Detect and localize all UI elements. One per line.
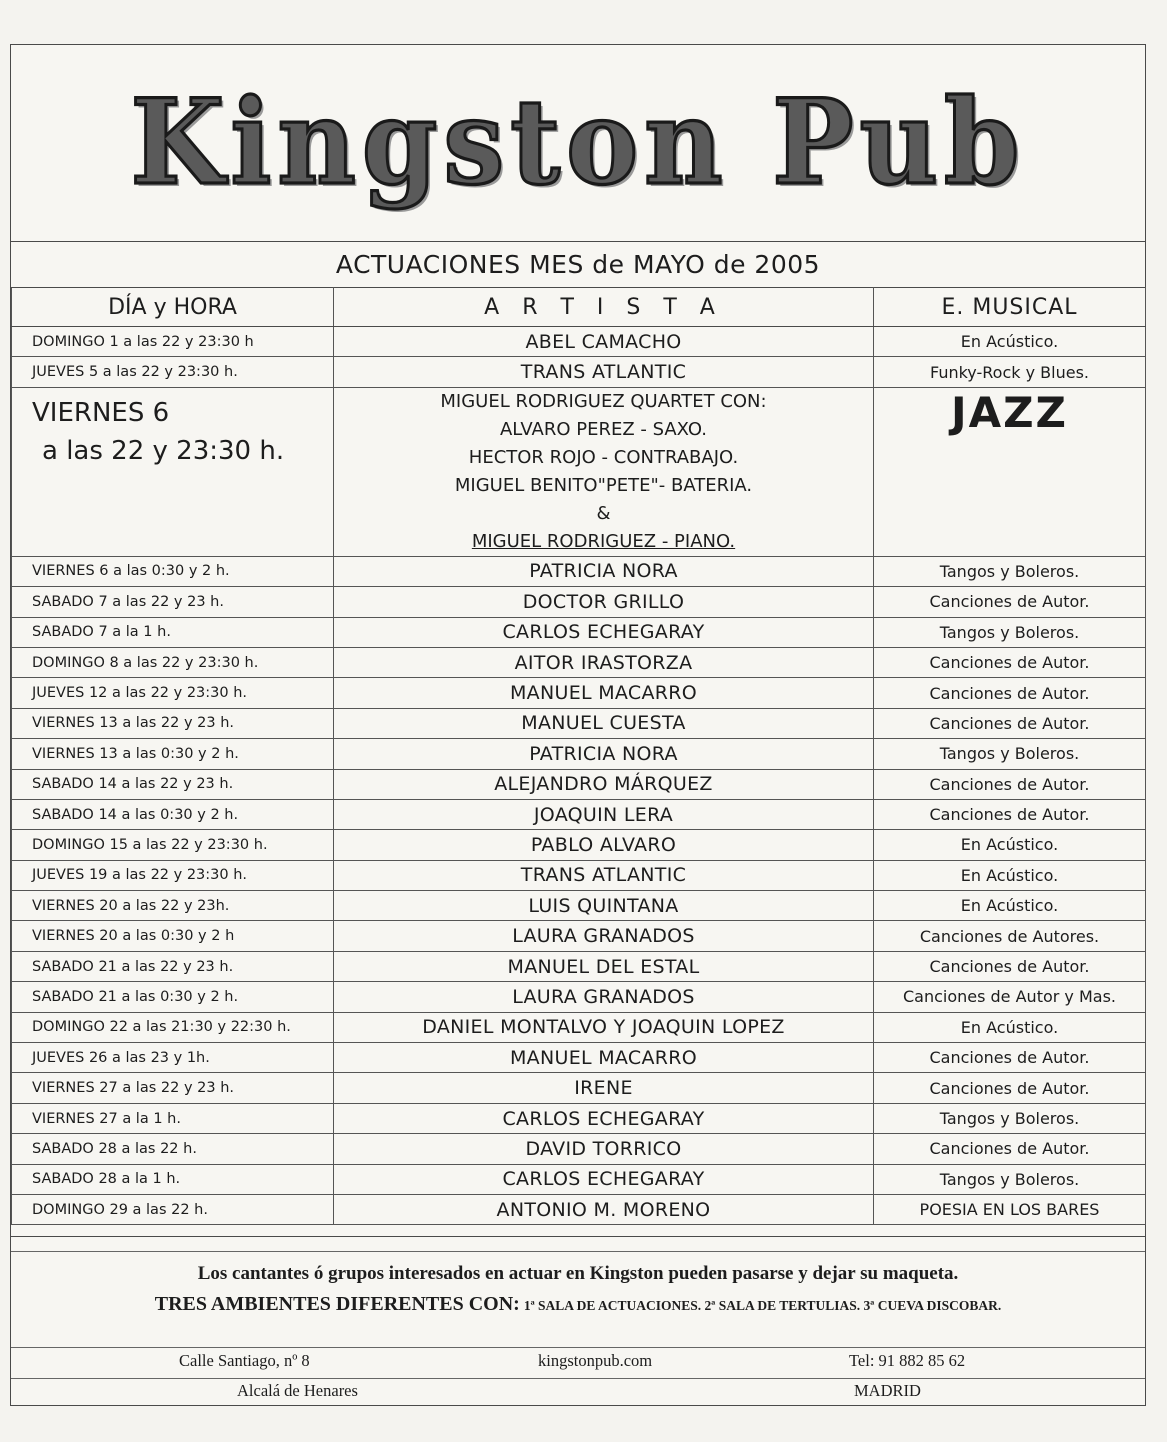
artist-cell: MANUEL MACARRO [334,1043,874,1073]
featured-style: JAZZ [874,387,1146,556]
day-time-cell: SABADO 7 a la 1 h. [12,617,334,647]
column-header-artist: A R T I S T A [334,288,874,327]
ambients-list: 1ª SALA DE ACTUACIONES. 2ª SALA DE TERTULIAS. 3ª CUEVA DISCOBAR. [523,1298,1002,1313]
day-time-cell: SABADO 28 a la 1 h. [12,1164,334,1194]
schedule-row [12,1012,1146,1042]
music-style-cell: Funky-Rock y Blues. [874,357,1146,387]
day-time-cell: VIERNES 13 a las 22 y 23 h. [12,708,334,738]
music-style-cell: En Acústico. [874,327,1146,357]
schedule-row [12,1194,1146,1224]
footer-notice: Los cantantes ó grupos interesados en actuar en Kingston pueden pasarse y dejar su maqueta. [197,1263,959,1284]
featured-day-cell [12,387,334,556]
artist-cell: JOAQUIN LERA [334,799,874,829]
music-style-cell: En Acústico. [874,830,1146,860]
schedule-row [12,1164,1146,1194]
day-time-cell: JUEVES 19 a las 22 y 23:30 h. [12,860,334,890]
music-style-cell: Tangos y Boleros. [874,556,1146,586]
day-time-cell: VIERNES 20 a las 22 y 23h. [12,891,334,921]
artist-cell: IRENE [334,1073,874,1103]
featured-artist-line: MIGUEL BENITO"PETE"- BATERIA. [454,474,753,496]
footer-ambients [11,1293,1145,1316]
music-style-cell: Tangos y Boleros. [874,617,1146,647]
music-style-cell: POESIA EN LOS BARES [874,1194,1146,1224]
day-time-cell: SABADO 21 a las 22 y 23 h. [12,951,334,981]
music-style-cell: En Acústico. [874,891,1146,921]
phone: Tel: 91 882 85 62 [849,1351,966,1370]
schedule-row [12,1043,1146,1073]
featured-artist-line: MIGUEL RODRIGUEZ QUARTET CON: [440,390,767,412]
divider [11,1378,1145,1379]
logo-band [11,45,1145,242]
music-style-cell: Canciones de Autor. [874,769,1146,799]
artist-cell: LUIS QUINTANA [334,891,874,921]
featured-day: VIERNES 6 [32,397,170,428]
music-style-cell: Canciones de Autor. [874,1134,1146,1164]
schedule-row [12,708,1146,738]
artist-cell: TRANS ATLANTIC [334,860,874,890]
artist-cell: DAVID TORRICO [334,1134,874,1164]
artist-cell: MANUEL MACARRO [334,678,874,708]
schedule-row [12,1073,1146,1103]
column-header-day: DÍA y HORA [12,288,334,327]
schedule-row [12,982,1146,1012]
address-street: Calle Santiago, nº 8 [179,1351,310,1370]
day-time-cell: VIERNES 27 a la 1 h. [12,1103,334,1133]
music-style-cell: En Acústico. [874,1012,1146,1042]
artist-cell: AITOR IRASTORZA [334,647,874,677]
schedule-row [12,556,1146,586]
artist-cell: CARLOS ECHEGARAY [334,1164,874,1194]
flyer-sheet [10,44,1146,1406]
day-time-cell: DOMINGO 22 a las 21:30 y 22:30 h. [12,1012,334,1042]
schedule-table [11,287,1146,1225]
music-style-cell: Canciones de Autores. [874,921,1146,951]
address-city: Alcalá de Henares [237,1381,358,1400]
schedule-row [12,1134,1146,1164]
schedule-row [12,830,1146,860]
music-style-cell: Canciones de Autor y Mas. [874,982,1146,1012]
day-time-cell: JUEVES 5 a las 22 y 23:30 h. [12,357,334,387]
day-time-cell: SABADO 21 a las 0:30 y 2 h. [12,982,334,1012]
artist-cell: PATRICIA NORA [334,556,874,586]
music-style-cell: Canciones de Autor. [874,1043,1146,1073]
divider [11,1347,1145,1348]
artist-cell: ABEL CAMACHO [334,327,874,357]
featured-artist-line: HECTOR ROJO - CONTRABAJO. [468,446,739,468]
day-time-cell: DOMINGO 15 a las 22 y 23:30 h. [12,830,334,860]
artist-cell: ALEJANDRO MÁRQUEZ [334,769,874,799]
artist-cell: ANTONIO M. MORENO [334,1194,874,1224]
day-time-cell: DOMINGO 1 a las 22 y 23:30 h [12,327,334,357]
featured-time: a las 22 y 23:30 h. [42,435,285,466]
day-time-cell: SABADO 7 a las 22 y 23 h. [12,587,334,617]
ambients-lead: TRES AMBIENTES DIFERENTES CON: [154,1293,520,1315]
footer [11,1236,1145,1408]
music-style-cell: Canciones de Autor. [874,1073,1146,1103]
artist-cell: DANIEL MONTALVO Y JOAQUIN LOPEZ [334,1012,874,1042]
table-header-row [12,288,1146,327]
day-time-cell: VIERNES 27 a las 22 y 23 h. [12,1073,334,1103]
schedule-row [12,739,1146,769]
music-style-cell: Tangos y Boleros. [874,739,1146,769]
artist-cell: LAURA GRANADOS [334,921,874,951]
day-time-cell: SABADO 14 a las 0:30 y 2 h. [12,799,334,829]
schedule-row [12,951,1146,981]
music-style-cell: Canciones de Autor. [874,951,1146,981]
schedule-row [12,647,1146,677]
day-time-cell: DOMINGO 29 a las 22 h. [12,1194,334,1224]
featured-artist-line: ALVARO PEREZ - SAXO. [499,418,708,440]
artist-cell: CARLOS ECHEGARAY [334,1103,874,1133]
column-header-style: E. MUSICAL [874,288,1146,327]
music-style-cell: En Acústico. [874,860,1146,890]
featured-artist-cell [334,387,874,556]
featured-artist-line: MIGUEL RODRIGUEZ - PIANO. [471,530,736,552]
artist-cell: CARLOS ECHEGARAY [334,617,874,647]
address-region: MADRID [854,1381,921,1400]
schedule-row [12,357,1146,387]
artist-cell: DOCTOR GRILLO [334,587,874,617]
divider [11,1251,1145,1252]
artist-cell: MANUEL DEL ESTAL [334,951,874,981]
schedule-row [12,891,1146,921]
music-style-cell: Canciones de Autor. [874,799,1146,829]
music-style-cell: Tangos y Boleros. [874,1103,1146,1133]
music-style-cell: Canciones de Autor. [874,587,1146,617]
artist-cell: PABLO ALVARO [334,830,874,860]
artist-cell: MANUEL CUESTA [334,708,874,738]
day-time-cell: VIERNES 20 a las 0:30 y 2 h [12,921,334,951]
schedule-row [12,1103,1146,1133]
schedule-row [12,769,1146,799]
featured-artist-line: & [596,502,611,524]
schedule-row [12,587,1146,617]
music-style-cell: Canciones de Autor. [874,647,1146,677]
schedule-row [12,921,1146,951]
schedule-row [12,678,1146,708]
artist-cell: LAURA GRANADOS [334,982,874,1012]
website: kingstonpub.com [538,1351,653,1370]
month-title: ACTUACIONES MES de MAYO de 2005 [335,249,821,279]
day-time-cell: SABADO 14 a las 22 y 23 h. [12,769,334,799]
day-time-cell: DOMINGO 8 a las 22 y 23:30 h. [12,647,334,677]
day-time-cell: VIERNES 6 a las 0:30 y 2 h. [12,556,334,586]
schedule-row [12,799,1146,829]
featured-row [12,387,1146,556]
day-time-cell: JUEVES 26 a las 23 y 1h. [12,1043,334,1073]
music-style-cell: Tangos y Boleros. [874,1164,1146,1194]
music-style-cell: Canciones de Autor. [874,708,1146,738]
pub-logo: Kingston Pub [130,74,1026,212]
artist-cell: PATRICIA NORA [334,739,874,769]
music-style-cell: Canciones de Autor. [874,678,1146,708]
schedule-row [12,327,1146,357]
schedule-row [12,617,1146,647]
day-time-cell: SABADO 28 a las 22 h. [12,1134,334,1164]
artist-cell: TRANS ATLANTIC [334,357,874,387]
day-time-cell: VIERNES 13 a las 0:30 y 2 h. [12,739,334,769]
day-time-cell: JUEVES 12 a las 22 y 23:30 h. [12,678,334,708]
schedule-row [12,860,1146,890]
